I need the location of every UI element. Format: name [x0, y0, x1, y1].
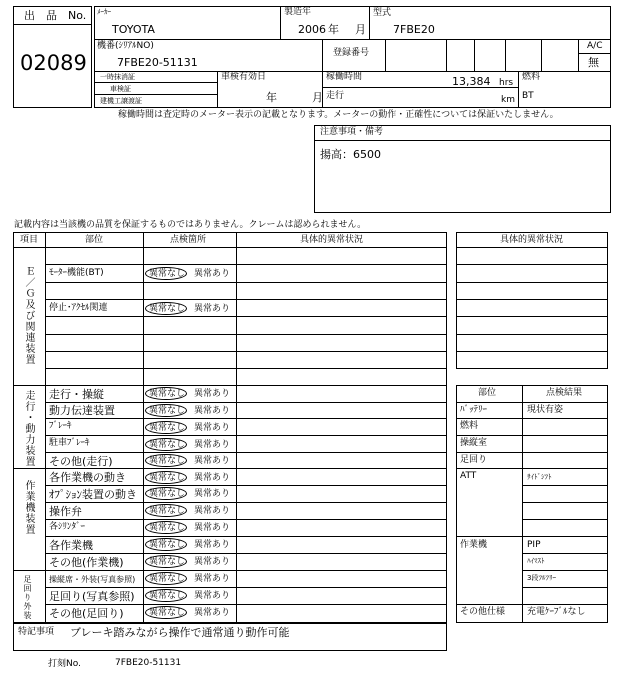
row-other-foot: その他(足回り) — [49, 607, 124, 620]
result-other-label: その他仕様 — [460, 607, 506, 617]
result-other-value: 充電ｹｰﾌﾞﾙなし — [527, 607, 586, 617]
ac-value: 無 — [588, 56, 599, 69]
result-work-pip: PIP — [527, 540, 541, 550]
row-parking-brake: 駐車ﾌﾞﾚｰｷ — [49, 438, 90, 448]
right-detail-header: 具体的異常状況 — [500, 235, 564, 245]
travel-label: 走行 — [326, 91, 345, 101]
lot-label: 出 品 No. — [24, 9, 87, 22]
status-ok-15: 異常なし — [149, 608, 186, 618]
remarks-label: 注意事項・備考 — [320, 127, 384, 137]
row-other-travel: その他(走行) — [49, 455, 113, 468]
status-ng-7: 異常あり — [194, 473, 231, 483]
year-label: 製造年 — [284, 7, 312, 17]
cert-inspection: 車検証 — [110, 85, 131, 93]
hours-value: 13,384 — [452, 75, 491, 88]
km-unit: km — [501, 95, 515, 105]
results-result-header: 点検結果 — [546, 388, 583, 398]
results-part-header: 部位 — [478, 388, 497, 398]
result-foot-label: 足回り — [460, 455, 488, 465]
lot-number: 02089 — [20, 51, 87, 75]
status-ok-10: 異常なし — [149, 523, 186, 533]
result-fuel-label: 燃料 — [460, 421, 479, 431]
col-item: 項目 — [20, 235, 39, 245]
status-ok-0: 異常なし — [149, 269, 186, 279]
row-cab-exterior: 操縦席・外装(写真参照) — [49, 575, 136, 584]
status-ng-2: 異常あり — [194, 389, 231, 399]
year-value: 2006 — [298, 23, 326, 36]
result-battery-label: ﾊﾞｯﾃﾘｰ — [460, 405, 488, 415]
registration-label: 登録番号 — [333, 48, 370, 58]
row-power: 動力伝達装置 — [49, 404, 115, 417]
result-work-fullfree: 3段ﾌﾙﾌﾘｰ — [527, 574, 556, 582]
ac-label: A/C — [587, 41, 603, 51]
result-att-label: ATT — [460, 471, 477, 481]
status-ok-14: 異常なし — [149, 591, 186, 601]
remarks-box — [314, 125, 611, 213]
status-ok-9: 異常なし — [149, 506, 186, 516]
col-detail: 具体的異常状況 — [300, 235, 364, 245]
col-part: 部位 — [85, 235, 104, 245]
section-drive: 走行・動力装置 — [23, 390, 34, 467]
row-valve: 操作弁 — [49, 505, 82, 518]
special-notes-label: 特記事項 — [18, 627, 55, 637]
status-ok-2: 異常なし — [149, 389, 186, 399]
row-stop-accel: 停止･ｱｸｾﾙ関連 — [49, 303, 108, 313]
row-motor: ﾓｰﾀｰ機能(BT) — [49, 268, 104, 278]
status-ng-12: 異常あり — [194, 557, 231, 567]
special-notes-value: ブレーキ踏みながら操作で通常通り動作可能 — [70, 626, 290, 639]
serial-label: 機番(ｼﾘｱﾙNO) — [97, 41, 154, 51]
section-eg: Ｅ／Ｇ及び関連装置 — [23, 266, 34, 365]
model-label: 型式 — [373, 8, 392, 18]
status-ng-8: 異常あり — [194, 489, 231, 499]
status-ok-13: 異常なし — [149, 574, 186, 584]
row-travel: 走行・操縦 — [49, 388, 104, 401]
serial-value: 7FBE20-51131 — [117, 56, 198, 69]
result-cab-label: 操縦室 — [460, 438, 488, 448]
section-foot: 足回り外装 — [23, 575, 32, 620]
hours-unit: hrs — [499, 78, 514, 88]
inspection-year-unit: 年 — [266, 91, 277, 104]
section-work: 作業機装置 — [23, 480, 34, 535]
result-work-highmast: ﾊｲﾏｽﾄ — [527, 557, 545, 565]
stamp-value: 7FBE20-51131 — [115, 658, 182, 668]
fuel-value: BT — [522, 91, 534, 101]
status-ng-9: 異常あり — [194, 506, 231, 516]
status-ok-6: 異常なし — [149, 456, 186, 466]
status-ng-3: 異常あり — [194, 406, 231, 416]
cert-transfer: 建機工譲渡証 — [100, 97, 142, 105]
status-ng-4: 異常あり — [194, 423, 231, 433]
status-ok-5: 異常なし — [149, 440, 186, 450]
row-cylinder: 各ｼﾘﾝﾀﾞｰ — [49, 522, 86, 532]
row-work-machine: 各作業機 — [49, 539, 93, 552]
month-unit: 月 — [355, 23, 366, 36]
row-brake: ﾌﾞﾚｰｷ — [49, 421, 72, 431]
inspection-month-unit: 月 — [312, 91, 323, 104]
status-ng-6: 異常あり — [194, 456, 231, 466]
row-undercarriage: 足回り(写真参照) — [49, 590, 135, 603]
status-ng-13: 異常あり — [194, 574, 231, 584]
cert-temp-deregistration: 一時抹消証 — [100, 73, 135, 81]
fuel-label: 燃料 — [522, 72, 541, 82]
status-ng-15: 異常あり — [194, 608, 231, 618]
col-check: 点検箇所 — [170, 235, 207, 245]
maker-value: TOYOTA — [112, 23, 155, 36]
row-option-motion: ｵﾌﾟｼｮﾝ装置の動き — [49, 488, 137, 501]
result-battery-value: 現状有姿 — [527, 405, 564, 415]
status-ng-0: 異常あり — [194, 269, 231, 279]
status-ok-11: 異常なし — [149, 540, 186, 550]
right-detail-table — [456, 232, 608, 369]
status-ok-4: 異常なし — [149, 423, 186, 433]
status-ng-1: 異常あり — [194, 304, 231, 314]
result-work-label: 作業機 — [460, 540, 488, 550]
disclaimer: 記載内容は当該機の品質を保証するものではありません。クレームは認められません。 — [14, 220, 367, 230]
inspection-label: 車検有効日 — [221, 72, 267, 82]
stamp-label: 打刻No. — [48, 659, 81, 669]
row-work-motion: 各作業機の動き — [49, 471, 126, 484]
status-ok-8: 異常なし — [149, 489, 186, 499]
status-ng-10: 異常あり — [194, 523, 231, 533]
status-ng-11: 異常あり — [194, 540, 231, 550]
year-unit: 年 — [328, 23, 339, 36]
remarks-value: 揚高：6500 — [320, 148, 381, 161]
maker-label: ﾒｰｶｰ — [97, 8, 111, 16]
hours-notice: 稼働時間は査定時のメーター表示の記載となります。メーターの動作・正確性については保証いたしません。 — [118, 110, 559, 120]
status-ok-1: 異常なし — [149, 304, 186, 314]
result-att-value: ｻｲﾄﾞｼﾌﾄ — [527, 473, 552, 481]
hours-label: 稼働時間 — [326, 72, 363, 82]
status-ng-14: 異常あり — [194, 591, 231, 601]
status-ng-5: 異常あり — [194, 440, 231, 450]
status-ok-3: 異常なし — [149, 406, 186, 416]
model-value: 7FBE20 — [393, 23, 435, 36]
status-ok-12: 異常なし — [149, 557, 186, 567]
status-ok-7: 異常なし — [149, 473, 186, 483]
row-other-work: その他(作業機) — [49, 556, 124, 569]
